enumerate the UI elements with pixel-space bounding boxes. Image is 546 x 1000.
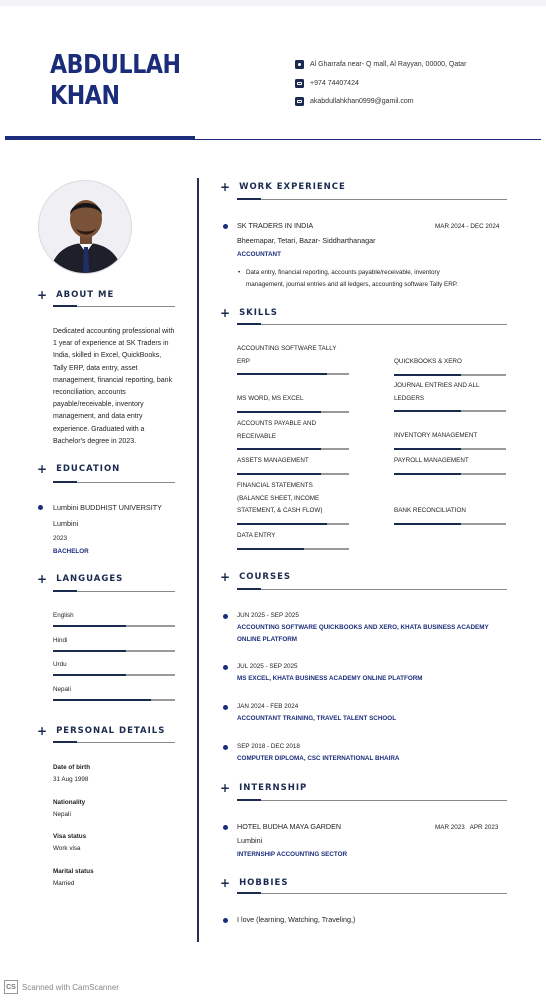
email-icon xyxy=(295,97,304,106)
language-name: Urdu xyxy=(53,661,67,668)
plus-icon: + xyxy=(220,781,232,795)
first-name: ABDULLAH xyxy=(50,50,181,80)
about-underline xyxy=(53,306,175,307)
personal-label: Marital status xyxy=(53,867,94,875)
bullet-icon xyxy=(223,614,228,619)
about-text: Dedicated accounting professional with 1 year of experience at SK Traders in India, skilled in Excel, QuickBooks, Tally ERP, data entry, asset management, financial reporting, bank reconciliation, accounts payable/receivable, inventory management, and data entry experience. Graduated with a Bachelor's degree in 2023. xyxy=(53,328,175,445)
hobbies-underline xyxy=(237,893,507,894)
plus-icon: + xyxy=(37,462,49,476)
skill-level-bar xyxy=(394,410,506,412)
work-desc-line1: Data entry, financial reporting, accounts payable/receivable, inventory xyxy=(246,269,440,276)
header-divider-thin xyxy=(195,139,541,140)
bar-fill xyxy=(394,374,461,376)
bar-fill xyxy=(237,548,304,550)
skill-label: JOURNAL ENTRIES AND ALL xyxy=(394,382,480,389)
personal-heading: + PERSONAL DETAILS xyxy=(37,724,166,738)
top-strip xyxy=(0,0,546,6)
course-name-cont: ONLINE PLATFORM xyxy=(237,636,298,643)
personal-value: Work visa xyxy=(53,845,81,852)
internship-company: HOTEL BUDHA MAYA GARDEN xyxy=(237,822,342,831)
person-avatar-icon xyxy=(39,181,132,274)
about-heading: + ABOUT ME xyxy=(37,288,115,302)
skill-label: MS WORD, MS EXCEL xyxy=(237,395,304,402)
plus-icon: + xyxy=(37,572,49,586)
bar-fill xyxy=(237,373,327,375)
course-dates: SEP 2018 - DEC 2018 xyxy=(237,743,300,750)
skill-label: ASSETS MANAGEMENT xyxy=(237,457,309,464)
skill-label: RECEIVABLE xyxy=(237,432,277,440)
skill-level-bar xyxy=(237,473,349,475)
skill-level-bar xyxy=(394,523,506,525)
languages-underline xyxy=(53,591,175,592)
scanner-footer xyxy=(4,980,119,994)
work-heading: + WORK EXPERIENCE xyxy=(220,180,346,194)
language-name: Hindi xyxy=(53,636,68,644)
bar-fill xyxy=(394,448,461,450)
internship-place: Lumbini xyxy=(237,836,263,845)
language-level-bar xyxy=(53,650,175,652)
contact-phone xyxy=(295,79,359,88)
course-name: ACCOUNTING SOFTWARE QUICKBOOKS AND XERO, KHATA BUSINESS ACADEMY xyxy=(237,624,489,631)
language-level-bar xyxy=(53,699,175,701)
work-company: SK TRADERS IN INDIA xyxy=(237,221,314,230)
course-dates: JAN 2024 - FEB 2024 xyxy=(237,703,299,710)
personal-value: 31 Aug 1998 xyxy=(53,776,89,783)
work-desc-line2: management, journal entries and all ledgers, accounting software Tally ERP. xyxy=(246,281,458,288)
profile-photo xyxy=(38,180,132,274)
skill-label: FINANCIAL STATEMENTS xyxy=(237,482,313,489)
personal-label: Visa status xyxy=(53,833,87,840)
courses-heading: + COURSES xyxy=(220,570,292,584)
language-level-bar xyxy=(53,625,175,627)
location-pin-icon xyxy=(295,60,304,69)
address-text: Al Gharrafa near- Q mall, Al Rayyan, 00000, Qatar xyxy=(310,61,467,68)
column-divider xyxy=(197,178,199,942)
bullet-icon xyxy=(223,665,228,670)
internship-dates: MAR 2023 APR 2023 xyxy=(435,824,499,831)
skill-level-bar xyxy=(394,448,506,450)
plus-icon: + xyxy=(220,180,232,194)
skill-level-bar xyxy=(237,523,349,525)
personal-underline xyxy=(53,742,175,743)
bar-fill xyxy=(237,473,321,475)
language-level-bar xyxy=(53,674,175,676)
course-name: MS EXCEL, KHATA BUSINESS ACADEMY ONLINE PLATFORM xyxy=(237,675,423,682)
skill-level-bar xyxy=(394,473,506,475)
course-dates: JUN 2025 - SEP 2025 xyxy=(237,612,299,619)
bar-fill xyxy=(53,699,151,701)
bar-fill xyxy=(394,473,461,475)
skill-level-bar xyxy=(237,373,349,375)
skill-label: PAYROLL MANAGEMENT xyxy=(394,457,469,464)
skill-label: INVENTORY MANAGEMENT xyxy=(394,432,478,439)
course-dates: JUL 2025 - SEP 2025 xyxy=(237,663,298,670)
bullet-icon xyxy=(223,224,228,229)
phone-text: +974 74407424 xyxy=(310,80,359,87)
candidate-name xyxy=(50,50,181,112)
courses-underline xyxy=(237,589,507,590)
personal-label: Nationality xyxy=(53,798,86,806)
skill-level-bar xyxy=(394,374,506,376)
header-divider-thick xyxy=(5,136,195,140)
education-heading: + EDUCATION xyxy=(37,462,121,476)
skill-level-bar xyxy=(237,448,349,450)
skills-underline xyxy=(237,324,507,325)
plus-icon: + xyxy=(37,724,49,738)
plus-icon: + xyxy=(220,306,232,320)
education-degree: BACHELOR xyxy=(53,548,89,555)
skill-label: ACCOUNTING SOFTWARE TALLY xyxy=(237,345,337,352)
course-name: ACCOUNTANT TRAINING, TRAVEL TALENT SCHOOL xyxy=(237,715,397,722)
bar-fill xyxy=(53,650,126,652)
bar-fill xyxy=(394,410,461,412)
bar-fill xyxy=(237,523,327,525)
internship-sector: INTERNSHIP ACCOUNTING SECTOR xyxy=(237,851,348,858)
hobbies-text: I love (learning, Watching, Traveling,) xyxy=(237,915,356,924)
contact-email xyxy=(295,97,414,106)
contact-address xyxy=(295,60,466,69)
language-name: Nepali xyxy=(53,685,71,693)
plus-icon: + xyxy=(37,288,49,302)
skill-label: BANK RECONCILIATION xyxy=(394,507,466,514)
education-school: Lumbini BUDDHIST UNIVERSITY xyxy=(53,503,162,512)
skill-level-bar xyxy=(237,411,349,413)
work-underline xyxy=(237,199,507,200)
bullet-icon xyxy=(223,918,228,923)
bullet-icon xyxy=(223,745,228,750)
bar-fill xyxy=(53,674,126,676)
education-underline xyxy=(53,482,175,483)
phone-icon xyxy=(295,79,304,88)
work-dates: MAR 2024 - DEC 2024 xyxy=(435,223,500,230)
course-name: COMPUTER DIPLOMA, CSC INTERNATIONAL BHAIRA xyxy=(237,755,400,762)
languages-heading: + LANGUAGES xyxy=(37,572,124,586)
personal-value: Nepali xyxy=(53,810,71,818)
personal-value: Married xyxy=(53,879,75,887)
skill-label: LEDGERS xyxy=(394,394,425,402)
language-name: English xyxy=(53,612,74,619)
education-place: Lumbini xyxy=(53,519,79,528)
bar-fill xyxy=(53,625,126,627)
hobbies-heading: + HOBBIES xyxy=(220,876,289,890)
plus-icon: + xyxy=(220,570,232,584)
internship-heading: + INTERNSHIP xyxy=(220,781,308,795)
skill-label: ERP xyxy=(237,357,250,365)
work-location: Bheemapar, Tetari, Bazar- Siddharthanagar xyxy=(237,236,376,245)
skill-label: (BALANCE SHEET, INCOME xyxy=(237,494,320,502)
education-year: 2023 xyxy=(53,535,68,542)
bar-fill xyxy=(394,523,461,525)
internship-underline xyxy=(237,800,507,801)
skill-label: ACCOUNTS PAYABLE AND xyxy=(237,420,317,427)
camscanner-logo-icon: CS xyxy=(4,980,18,994)
bar-fill xyxy=(237,411,321,413)
bullet-icon xyxy=(223,825,228,830)
skill-label: STATEMENT, & CASH FLOW) xyxy=(237,507,323,514)
skill-level-bar xyxy=(237,548,349,550)
skills-heading: + SKILLS xyxy=(220,306,278,320)
work-desc-bullet: • xyxy=(238,269,241,276)
skill-label: DATA ENTRY xyxy=(237,532,276,539)
personal-label: Date of birth xyxy=(53,764,91,771)
plus-icon: + xyxy=(220,876,232,890)
scanner-text: Scanned with CamScanner xyxy=(22,982,119,992)
skill-label: QUICKBOOKS & XERO xyxy=(394,358,462,365)
bullet-icon xyxy=(223,705,228,710)
work-role: ACCOUNTANT xyxy=(237,251,281,258)
email-text: akabdullahkhan0999@gamil.com xyxy=(310,98,414,105)
last-name: KHAN xyxy=(50,81,120,111)
bar-fill xyxy=(237,448,321,450)
bullet-icon xyxy=(38,505,43,510)
